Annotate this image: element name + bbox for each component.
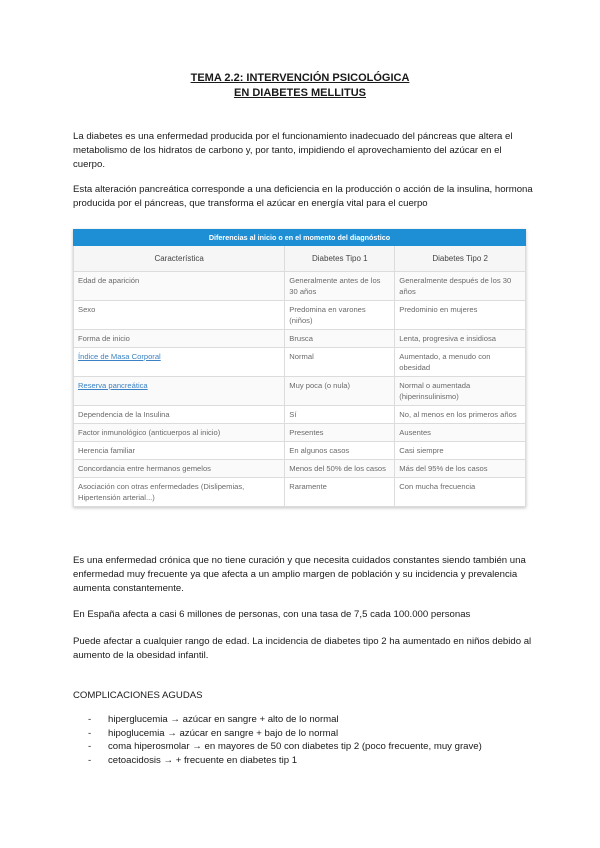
- table-cell: Dependencia de la Insulina: [74, 406, 285, 424]
- table-cell: No, al menos en los primeros años: [395, 406, 526, 424]
- table-row: [74, 442, 526, 460]
- table-cell: Herencia familiar: [74, 442, 285, 460]
- list-item-text: hiperglucemia → azúcar en sangre + alto de lo normal: [108, 714, 339, 725]
- list-item-text: coma hiperosmolar → en mayores de 50 con diabetes tip 2 (poco frecuente, muy grave): [108, 741, 482, 753]
- table-cell: Menos del 50% de los casos: [285, 460, 395, 478]
- table-cell: Predomina en varones (niños): [285, 301, 395, 330]
- document-title: [0, 71, 600, 101]
- table-cell: Aumentado, a menudo con obesidad: [395, 348, 526, 377]
- list-item-text: hipoglucemia → azúcar en sangre + bajo de lo normal: [108, 727, 339, 739]
- list-item: [88, 740, 482, 754]
- table-cell: Con mucha frecuencia: [395, 478, 526, 507]
- table-row: [74, 424, 526, 442]
- table-cell: Más del 95% de los casos: [395, 460, 526, 478]
- table-header-tipo-1: Diabetes Tipo 1: [285, 246, 395, 272]
- table-header-tipo-2: Diabetes Tipo 2: [395, 246, 526, 272]
- table-cell: Brusca: [285, 330, 395, 348]
- table-cell: Muy poca (o nula): [285, 377, 395, 406]
- table-cell-link: [74, 377, 285, 406]
- table-cell: Predominio en mujeres: [395, 301, 526, 330]
- table-row: [74, 301, 526, 330]
- list-item: [88, 727, 482, 741]
- table-caption: Diferencias al inicio o en el momento del diagnóstico: [74, 230, 526, 246]
- bullet-dash: -: [88, 714, 92, 725]
- table-row: [74, 348, 526, 377]
- table-cell: Lenta, progresiva e insidiosa: [395, 330, 526, 348]
- table-cell: Concordancia entre hermanos gemelos: [74, 460, 285, 478]
- table-header-caracteristica: Característica: [74, 246, 285, 272]
- section-heading-complicaciones: COMPLICACIONES AGUDAS: [73, 690, 203, 701]
- bullet-dash: -: [88, 741, 92, 753]
- table-row: [74, 478, 526, 507]
- table-cell: Presentes: [285, 424, 395, 442]
- table-cell: Casi siempre: [395, 442, 526, 460]
- paragraph-insulin: Esta alteración pancreática corresponde a una deficiencia en la producción o acción de la insulina, hormona producida por el páncreas, que transforma el azúcar en energía vital para el cuerpo: [73, 184, 533, 210]
- title-line-1: TEMA 2.2: INTERVENCIÓN PSICOLÓGICA: [190, 72, 410, 84]
- table-cell: Ausentes: [395, 424, 526, 442]
- table-cell: En algunos casos: [285, 442, 395, 460]
- table-cell: Generalmente antes de los 30 años: [285, 272, 395, 301]
- table-row: [74, 460, 526, 478]
- paragraph-definition: La diabetes es una enfermedad producida por el funcionamiento inadecuado del páncreas que altera el metabolismo de los hidratos de carbono y, por tanto, impidiendo el aprovechamiento del azúcar en el cuerpo.: [73, 131, 513, 171]
- table-cell: Generalmente después de los 30 años: [395, 272, 526, 301]
- table-cell: Factor inmunológico (anticuerpos al inicio): [74, 424, 285, 442]
- table-row: [74, 330, 526, 348]
- title-line-2: EN DIABETES MELLITUS: [233, 87, 366, 99]
- paragraph-age: Puede afectar a cualquier rango de edad. La incidencia de diabetes tipo 2 ha aumentado en niños debido al aumento de la obesidad infantil.: [73, 636, 532, 662]
- bullet-dash: -: [88, 754, 92, 766]
- list-item-text: cetoacidosis → + frecuente en diabetes tip 1: [108, 754, 298, 766]
- table-cell: Edad de aparición: [74, 272, 285, 301]
- table-cell: Normal: [285, 348, 395, 377]
- list-item: [88, 754, 482, 768]
- bullet-dash: -: [88, 727, 92, 739]
- table-cell: Normal o aumentada (hiperinsulinismo): [395, 377, 526, 406]
- table-cell: Forma de inicio: [74, 330, 285, 348]
- imc-link[interactable]: Índice de Masa Corporal: [78, 352, 161, 361]
- table-row: [74, 377, 526, 406]
- table-row: [74, 406, 526, 424]
- table-row: [74, 272, 526, 301]
- comparison-table: [73, 229, 526, 507]
- paragraph-chronic: Es una enfermedad crónica que no tiene curación y que necesita cuidados constantes siendo también una enfermedad muy frecuente ya que afecta a un amplio margen de población y su incidencia y prevalencia aumenta constantemente.: [73, 555, 526, 595]
- table-cell: Sí: [285, 406, 395, 424]
- complications-list: [88, 713, 482, 767]
- table-cell: Sexo: [74, 301, 285, 330]
- list-item: [88, 713, 482, 727]
- table-cell: Asociación con otras enfermedades (Dislipemias, Hipertensión arterial...): [74, 478, 285, 507]
- reserva-pancreatica-link[interactable]: Reserva pancreática: [78, 381, 148, 390]
- table-cell-link: [74, 348, 285, 377]
- paragraph-spain: En España afecta a casi 6 millones de personas, con una tasa de 7,5 cada 100.000 personas: [73, 609, 471, 620]
- table-cell: Raramente: [285, 478, 395, 507]
